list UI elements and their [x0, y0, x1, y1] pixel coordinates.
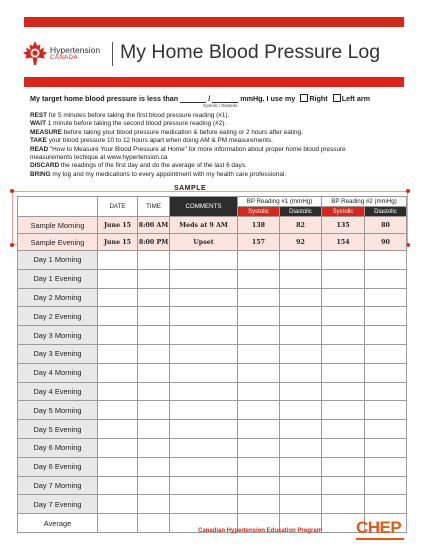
systolic-2-cell[interactable]: [322, 438, 365, 457]
date-cell[interactable]: [98, 457, 138, 476]
target-unit-text: mmHg. I use my: [240, 94, 296, 103]
time-cell[interactable]: [138, 288, 170, 307]
comments-cell[interactable]: [170, 420, 238, 439]
day-row-label: Day 2 Evening: [18, 307, 98, 326]
systolic-2-cell[interactable]: [322, 288, 365, 307]
header-diastolic-2: Diastolic: [365, 207, 407, 217]
systolic-2-cell[interactable]: [322, 457, 365, 476]
instructions: [30, 112, 402, 179]
title-divider: [112, 42, 113, 66]
systolic-1-cell[interactable]: [238, 495, 280, 514]
diastolic-1-cell[interactable]: [280, 382, 322, 401]
systolic-2-cell[interactable]: [322, 307, 365, 326]
systolic-2-cell[interactable]: [322, 326, 365, 345]
instruction-line: [30, 146, 402, 154]
table-row: [18, 382, 407, 401]
maple-leaf-icon: [22, 40, 48, 68]
diastolic-2-cell[interactable]: [365, 401, 407, 420]
time-cell[interactable]: [138, 363, 170, 382]
sample-diastolic-2: 90: [365, 234, 407, 251]
day-row-label: Day 7 Evening: [18, 495, 98, 514]
mid-red-bar: [24, 77, 404, 87]
sample-label: SAMPLE: [174, 185, 207, 192]
day-row-label: Day 1 Evening: [18, 269, 98, 288]
systolic-1-cell[interactable]: [238, 438, 280, 457]
comments-cell[interactable]: [170, 269, 238, 288]
systolic-1-cell[interactable]: [238, 420, 280, 439]
date-cell[interactable]: [98, 401, 138, 420]
systolic-1-cell[interactable]: [238, 382, 280, 401]
instruction-text: measurements techique at www.hypertension.ca: [30, 154, 168, 162]
sample-comments: Upset: [170, 234, 238, 251]
table-row: [18, 307, 407, 326]
instruction-line: [30, 129, 402, 137]
systolic-2-cell[interactable]: [322, 363, 365, 382]
date-cell[interactable]: [98, 476, 138, 495]
diastolic-2-cell[interactable]: [365, 307, 407, 326]
left-arm-label: Left arm: [341, 94, 371, 103]
time-cell[interactable]: [138, 269, 170, 288]
table-row: [18, 438, 407, 457]
table-row: [18, 420, 407, 439]
systolic-1-cell[interactable]: [238, 251, 280, 270]
diastolic-2-cell[interactable]: [365, 495, 407, 514]
table-row: [18, 363, 407, 382]
diastolic-2-cell[interactable]: [365, 420, 407, 439]
date-cell[interactable]: [98, 251, 138, 270]
sample-row-label: Sample Morning: [18, 217, 98, 234]
hypertension-canada-logo: [22, 40, 114, 70]
average-label: Average: [18, 514, 98, 533]
diastolic-1-cell[interactable]: [280, 401, 322, 420]
time-cell[interactable]: [138, 251, 170, 270]
instruction-keyword: BRING: [30, 170, 51, 178]
diastolic-1-cell[interactable]: [280, 420, 322, 439]
diastolic-1-cell[interactable]: [280, 438, 322, 457]
header-bp1: BP Reading #1 (mmHg): [238, 197, 322, 207]
comments-cell[interactable]: [170, 288, 238, 307]
systolic-1-cell[interactable]: [238, 401, 280, 420]
diastolic-2-cell[interactable]: [365, 457, 407, 476]
page-title: My Home Blood Pressure Log: [120, 41, 381, 63]
header-systolic-1: Systolic: [238, 207, 280, 217]
header-bp2: BP Reading #2 (mmHg): [322, 197, 407, 207]
date-cell[interactable]: [98, 288, 138, 307]
logo-name: Hypertension: [50, 45, 101, 55]
instruction-keyword: DISCARD: [30, 162, 60, 170]
header-diastolic-1: Diastolic: [280, 207, 322, 217]
comments-cell[interactable]: [170, 363, 238, 382]
day-row-label: Day 2 Morning: [18, 288, 98, 307]
day-row-label: Day 4 Morning: [18, 363, 98, 382]
sample-systolic-1: 157: [238, 234, 280, 251]
systolic-2-cell[interactable]: [322, 476, 365, 495]
instruction-text: my log and my medications to every appointment with my health care professional.: [50, 170, 287, 178]
target-slash: /: [208, 94, 211, 103]
diastolic-2-cell[interactable]: [365, 251, 407, 270]
time-cell[interactable]: [138, 457, 170, 476]
instruction-text: for 5 minutes before taking the first blood pressure reading (#1).: [47, 112, 230, 119]
bp-log-table: [17, 196, 407, 533]
table-row: [18, 476, 407, 495]
instruction-text: 1 minute before taking the second blood pressure reading (#2).: [45, 120, 227, 128]
chep-logo: CHEP: [356, 518, 402, 537]
systolic-1-cell[interactable]: [238, 326, 280, 345]
corner-dot: [10, 189, 14, 193]
table-row: [18, 288, 407, 307]
diastolic-1-cell[interactable]: [280, 326, 322, 345]
day-row-label: Day 3 Evening: [18, 344, 98, 363]
sample-row: [18, 234, 407, 251]
diastolic-1-cell[interactable]: [280, 307, 322, 326]
sample-systolic-1: 138: [238, 217, 280, 234]
sample-diastolic-1: 82: [280, 217, 322, 234]
comments-cell[interactable]: [170, 307, 238, 326]
date-cell[interactable]: [98, 307, 138, 326]
corner-dot: [406, 189, 410, 193]
instruction-line: [30, 120, 402, 128]
diastolic-2-cell[interactable]: [365, 382, 407, 401]
sample-systolic-2: 135: [322, 217, 365, 234]
diastolic-2-cell[interactable]: [365, 269, 407, 288]
diastolic-1-cell[interactable]: [280, 269, 322, 288]
diastolic-1-cell[interactable]: [280, 476, 322, 495]
sample-date: June 15: [98, 234, 138, 251]
sample-row: [18, 217, 407, 234]
instruction-line: [30, 171, 402, 179]
day-row-label: Day 1 Morning: [18, 251, 98, 270]
time-cell[interactable]: [138, 344, 170, 363]
instruction-line: [30, 154, 402, 162]
instruction-text: "How to Measure Your Blood Pressure at Home" for more information about proper home blood pressure: [48, 145, 346, 153]
sample-time: 8:00 AM: [138, 217, 170, 234]
diastolic-2-cell[interactable]: [365, 326, 407, 345]
sample-comments: Meds at 9 AM: [170, 217, 238, 234]
systolic-2-cell[interactable]: [322, 420, 365, 439]
table-row: [18, 401, 407, 420]
header-comments: COMMENTS: [170, 197, 238, 217]
sample-time: 8:00 PM: [138, 234, 170, 251]
comments-cell[interactable]: [170, 476, 238, 495]
table-row: [18, 495, 407, 514]
systolic-1-cell[interactable]: [238, 476, 280, 495]
date-cell[interactable]: [98, 495, 138, 514]
diastolic-2-cell[interactable]: [365, 363, 407, 382]
instruction-keyword: READ: [30, 145, 49, 153]
diastolic-1-cell[interactable]: [280, 363, 322, 382]
diastolic-sublabel: Diastolic: [221, 103, 238, 108]
right-arm-label: Right: [309, 94, 328, 103]
comments-cell[interactable]: [170, 438, 238, 457]
diastolic-2-cell[interactable]: [365, 476, 407, 495]
sample-row-label: Sample Evening: [18, 234, 98, 251]
sample-diastolic-1: 92: [280, 234, 322, 251]
date-cell[interactable]: [98, 326, 138, 345]
instruction-keyword: REST: [30, 112, 48, 119]
diastolic-1-cell[interactable]: [280, 344, 322, 363]
comments-cell[interactable]: [170, 495, 238, 514]
time-cell[interactable]: [138, 420, 170, 439]
systolic-2-cell[interactable]: [322, 382, 365, 401]
diastolic-target-field[interactable]: [212, 94, 238, 103]
sample-date: June 15: [98, 217, 138, 234]
diastolic-1-cell[interactable]: [280, 495, 322, 514]
day-row-label: Day 5 Morning: [18, 401, 98, 420]
time-cell[interactable]: [138, 307, 170, 326]
systolic-1-cell[interactable]: [238, 288, 280, 307]
top-red-bar: [24, 17, 404, 27]
day-row-label: Day 6 Morning: [18, 438, 98, 457]
day-row-label: Day 6 Evening: [18, 457, 98, 476]
corner-dot: [10, 243, 14, 247]
diastolic-2-cell[interactable]: [365, 344, 407, 363]
diastolic-1-cell[interactable]: [280, 251, 322, 270]
instruction-line: [30, 137, 402, 145]
systolic-1-cell[interactable]: [238, 269, 280, 288]
systolic-2-cell[interactable]: [322, 251, 365, 270]
footer-program: Canadian Hypertension Education Program: [198, 528, 323, 534]
table-row: [18, 251, 407, 270]
systolic-1-cell[interactable]: [238, 344, 280, 363]
header-systolic-2: Systolic: [322, 207, 365, 217]
sample-systolic-2: 154: [322, 234, 365, 251]
instruction-line: [30, 162, 402, 170]
comments-cell[interactable]: [170, 326, 238, 345]
diastolic-2-cell[interactable]: [365, 438, 407, 457]
systolic-1-cell[interactable]: [238, 457, 280, 476]
table-row: [18, 326, 407, 345]
systolic-target-field[interactable]: [180, 94, 206, 103]
time-cell[interactable]: [138, 476, 170, 495]
time-cell[interactable]: [138, 401, 170, 420]
comments-cell[interactable]: [170, 344, 238, 363]
instruction-keyword: WAIT: [30, 120, 46, 128]
day-row-label: Day 7 Morning: [18, 476, 98, 495]
table-row: [18, 457, 407, 476]
comments-cell[interactable]: [170, 251, 238, 270]
instruction-keyword: MEASURE: [30, 128, 62, 136]
diastolic-1-cell[interactable]: [280, 288, 322, 307]
diastolic-1-cell[interactable]: [280, 457, 322, 476]
date-cell[interactable]: [98, 363, 138, 382]
date-cell[interactable]: [98, 344, 138, 363]
day-row-label: Day 3 Morning: [18, 326, 98, 345]
target-sublabels: Systolic / Diastolic: [203, 103, 238, 108]
header-label-cell: [18, 197, 98, 217]
header-date: DATE: [98, 197, 138, 217]
time-cell[interactable]: [138, 495, 170, 514]
date-cell[interactable]: [98, 269, 138, 288]
instruction-text: your blood pressure 10 to 12 hours apart when doing AM & PM measurements.: [46, 137, 273, 145]
header-time: TIME: [138, 197, 170, 217]
systolic-1-cell[interactable]: [238, 307, 280, 326]
comments-cell[interactable]: [170, 457, 238, 476]
day-row-label: Day 4 Evening: [18, 382, 98, 401]
date-cell[interactable]: [98, 382, 138, 401]
date-cell[interactable]: [98, 420, 138, 439]
table-row: [18, 344, 407, 363]
average-time-cell[interactable]: [138, 514, 170, 533]
date-cell[interactable]: [98, 438, 138, 457]
logo-subtitle: CANADA: [50, 55, 79, 61]
time-cell[interactable]: [138, 438, 170, 457]
table-row: [18, 269, 407, 288]
comments-cell[interactable]: [170, 382, 238, 401]
average-date-cell[interactable]: [98, 514, 138, 533]
instruction-keyword: TAKE: [30, 137, 47, 145]
systolic-2-cell[interactable]: [322, 269, 365, 288]
instruction-text: the readings of the first day and do the average of the last 6 days.: [59, 162, 247, 170]
sample-diastolic-2: 80: [365, 217, 407, 234]
right-arm-checkbox[interactable]: [300, 94, 308, 102]
systolic-1-cell[interactable]: [238, 363, 280, 382]
instruction-line: [30, 112, 402, 120]
target-prefix: My target home blood pressure is less than: [30, 94, 179, 103]
chep-logo-underline: [356, 538, 404, 540]
systolic-2-cell[interactable]: [322, 401, 365, 420]
instruction-text: before taking your blood pressure medication & before eating or 2 hours after eating.: [61, 128, 303, 136]
systolic-2-cell[interactable]: [322, 495, 365, 514]
diastolic-2-cell[interactable]: [365, 288, 407, 307]
target-bp-line: [30, 94, 370, 103]
comments-cell[interactable]: [170, 401, 238, 420]
day-row-label: Day 5 Evening: [18, 420, 98, 439]
systolic-sublabel: Systolic: [203, 103, 218, 108]
time-cell[interactable]: [138, 326, 170, 345]
systolic-2-cell[interactable]: [322, 344, 365, 363]
left-arm-checkbox[interactable]: [333, 94, 341, 102]
time-cell[interactable]: [138, 382, 170, 401]
